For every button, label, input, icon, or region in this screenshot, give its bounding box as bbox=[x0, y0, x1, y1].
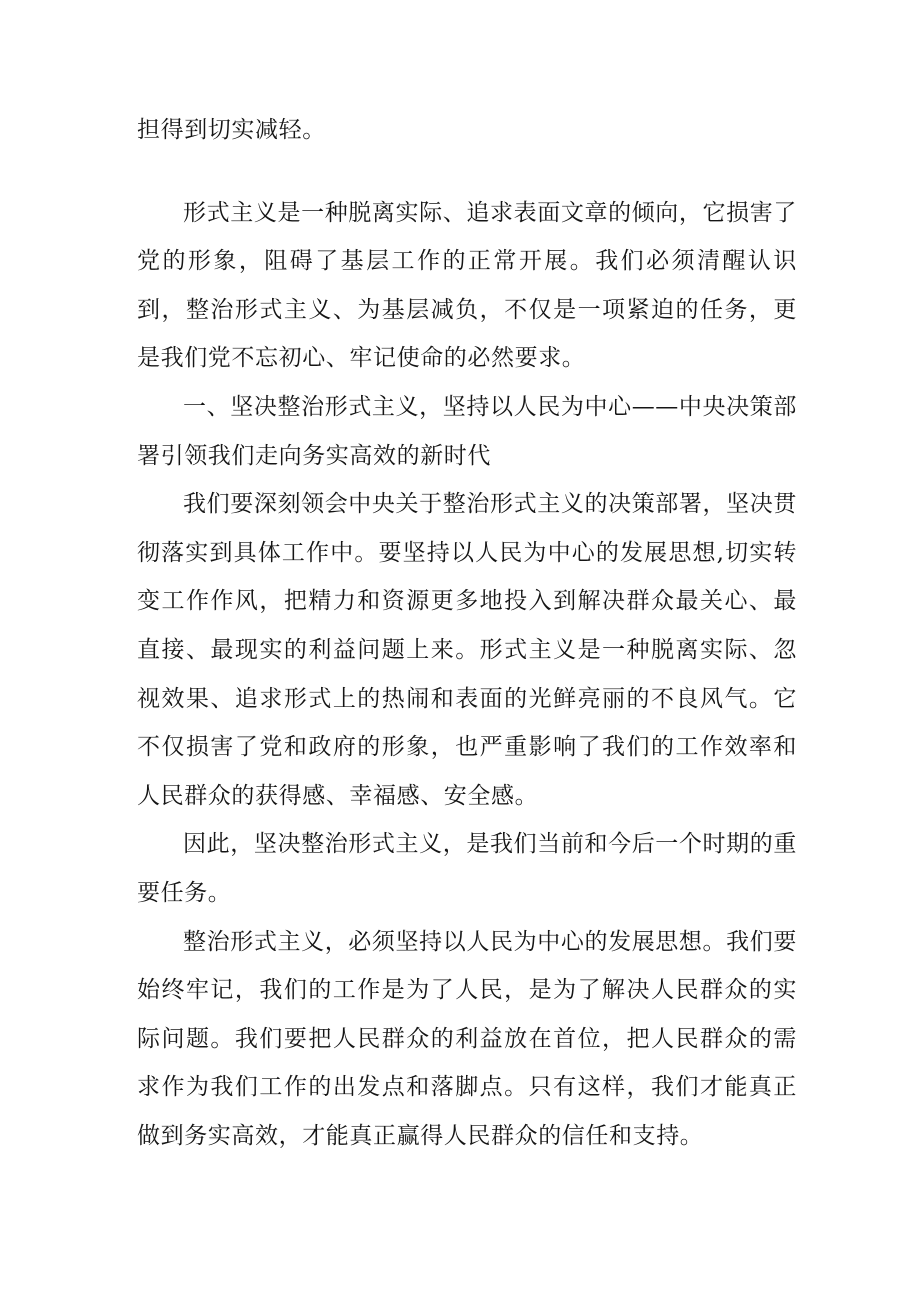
paragraph-spacer bbox=[137, 155, 797, 189]
paragraph-body: 因此，坚决整治形式主义，是我们当前和今后一个时期的重要任务。 bbox=[137, 831, 797, 906]
section-heading: 一、坚决整治形式主义，坚持以人民为中心——中央决策部署引领我们走向务实高效的新时代 bbox=[137, 393, 797, 469]
document-body bbox=[137, 106, 797, 1160]
paragraph-continuation: 担得到切实减轻。 bbox=[137, 117, 326, 143]
paragraph-intro: 形式主义是一种脱离实际、追求表面文章的倾向，它损害了党的形象，阻碍了基层工作的正常开展。我们必须清醒认识到，整治形式主义、为基层减负，不仅是一项紧迫的任务，更是我们党不忘初心、牢记使命的必然要求。 bbox=[137, 199, 797, 372]
paragraph-body: 我们要深刻领会中央关于整治形式主义的决策部署，坚决贯彻落实到具体工作中。要坚持以人民为中心的发展思想,切实转变工作作风，把精力和资源更多地投入到解决群众最关心、最直接、最现实的利益问题上来。形式主义是一种脱离实际、忽视效果、追求形式上的热闹和表面的光鲜亮丽的不良风气。它不仅损害了党和政府的形象，也严重影响了我们的工作效率和人民群众的获得感、幸福感、安全感。 bbox=[137, 491, 797, 809]
paragraph-body: 整治形式主义，必须坚持以人民为中心的发展思想。我们要始终牢记，我们的工作是为了人民，是为了解决人民群众的实际问题。我们要把人民群众的利益放在首位，把人民群众的需求作为我们工作的出发点和落脚点。只有这样，我们才能真正做到务实高效，才能真正赢得人民群众的信任和支持。 bbox=[137, 928, 797, 1149]
